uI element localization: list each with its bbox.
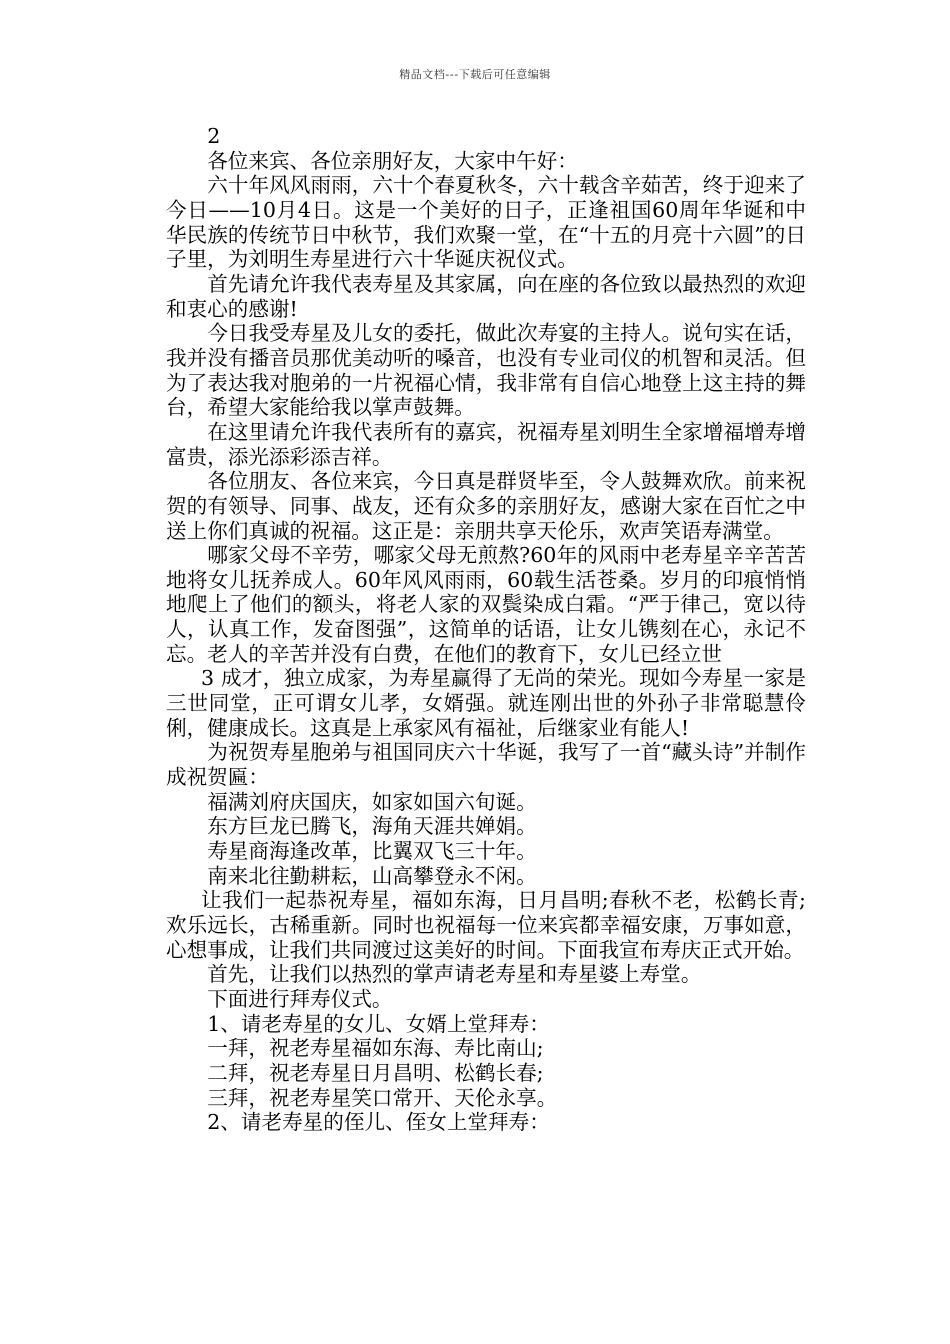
list-item: 2、请老寿星的侄儿、侄女上堂拜寿： — [207, 1110, 550, 1135]
paragraph: 3 成才，独立成家，为寿星赢得了无尚的荣光。现如今寿星一家是三世同堂，正可谓女儿孝，女婿强。就连刚出世的外孙子非常聪慧伶俐，健康成长。这真是上承家风有福祉，后继家业有能人! — [166, 666, 806, 740]
list-item: 1、请老寿星的女儿、女婿上堂拜寿： — [207, 1011, 550, 1036]
paragraph: 各位朋友、各位来宾，今日真是群贤毕至，令人鼓舞欢欣。前来祝贺的有领导、同事、战友，还有众多的亲朋好友，感谢大家在百忙之中送上你们真诚的祝福。这正是：亲朋共享天伦乐，欢声笑语寿满堂。 — [166, 469, 806, 543]
poem-line: 福满刘府庆国庆，如家如国六旬诞。 — [207, 789, 537, 814]
list-item: 三拜，祝老寿星笑口常开、天伦永享。 — [207, 1085, 558, 1110]
paragraph: 哪家父母不辛劳，哪家父母无煎熬?60年的风雨中老寿星辛辛苦苦地将女儿抚养成人。60年风风雨雨，60载生活苍桑。岁月的印痕悄悄地爬上了他们的额头，将老人家的双鬓染成白霜。“严于律己，宽以待人，认真工作，发奋图强”，这简单的话语，让女儿镌刻在心，永记不忘。老人的辛苦并没有白费，在他们的教育下，女儿已经立世 — [166, 543, 806, 666]
poem-line: 寿星商海逢改革，比翼双飞三十年。 — [207, 839, 537, 864]
poem-line: 东方巨龙已腾飞，海角天涯共婵娟。 — [207, 814, 537, 839]
paragraph: 首先，让我们以热烈的掌声请老寿星和寿星婆上寿堂。 — [207, 962, 702, 987]
paragraph: 让我们一起恭祝寿星，福如东海，日月昌明;春秋不老，松鹤长青;欢乐远长，古稀重新。同时也祝福每一位来宾都幸福安康，万事如意，心想事成，让我们共同渡过这美好的时间。下面我宣布寿庆正式开始。 — [166, 888, 806, 962]
list-item: 二拜，祝老寿星日月昌明、松鹤长春; — [207, 1060, 544, 1085]
page-header: 精品文档---下载后可任意编辑 — [399, 68, 551, 81]
paragraph: 首先请允许我代表寿星及其家属，向在座的各位致以最热烈的欢迎和衷心的感谢! — [166, 271, 806, 321]
list-item: 一拜，祝老寿星福如东海、寿比南山; — [207, 1036, 544, 1061]
paragraph: 各位来宾、各位亲朋好友，大家中午好： — [207, 148, 578, 173]
paragraph: 今日我受寿星及儿女的委托，做此次寿宴的主持人。说句实在话，我并没有播音员那优美动听的嗓音，也没有专业司仪的机智和灵活。但为了表达我对胞弟的一片祝福心情，我非常有自信心地登上这主持的舞台，希望大家能给我以掌声鼓舞。 — [166, 321, 806, 420]
page-number-2: 2 — [207, 124, 221, 148]
paragraph: 下面进行拜寿仪式。 — [207, 986, 393, 1011]
paragraph: 六十年风风雨雨，六十个春夏秋冬，六十载含辛茹苦，终于迎来了今日——10月4日。这是一个美好的日子，正逢祖国60周年华诞和中华民族的传统节日中秋节，我们欢聚一堂，在“十五的月亮十六圆”的日子里，为刘明生寿星进行六十华诞庆祝仪式。 — [166, 173, 806, 272]
paragraph: 为祝贺寿星胞弟与祖国同庆六十华诞，我写了一首“藏头诗”并制作成祝贺匾： — [166, 740, 806, 790]
paragraph: 在这里请允许我代表所有的嘉宾，祝福寿星刘明生全家增福增寿增富贵，添光添彩添吉祥。 — [166, 419, 806, 469]
document-body — [166, 124, 806, 1135]
poem-line: 南来北往勤耕耘，山高攀登永不闲。 — [207, 863, 537, 888]
